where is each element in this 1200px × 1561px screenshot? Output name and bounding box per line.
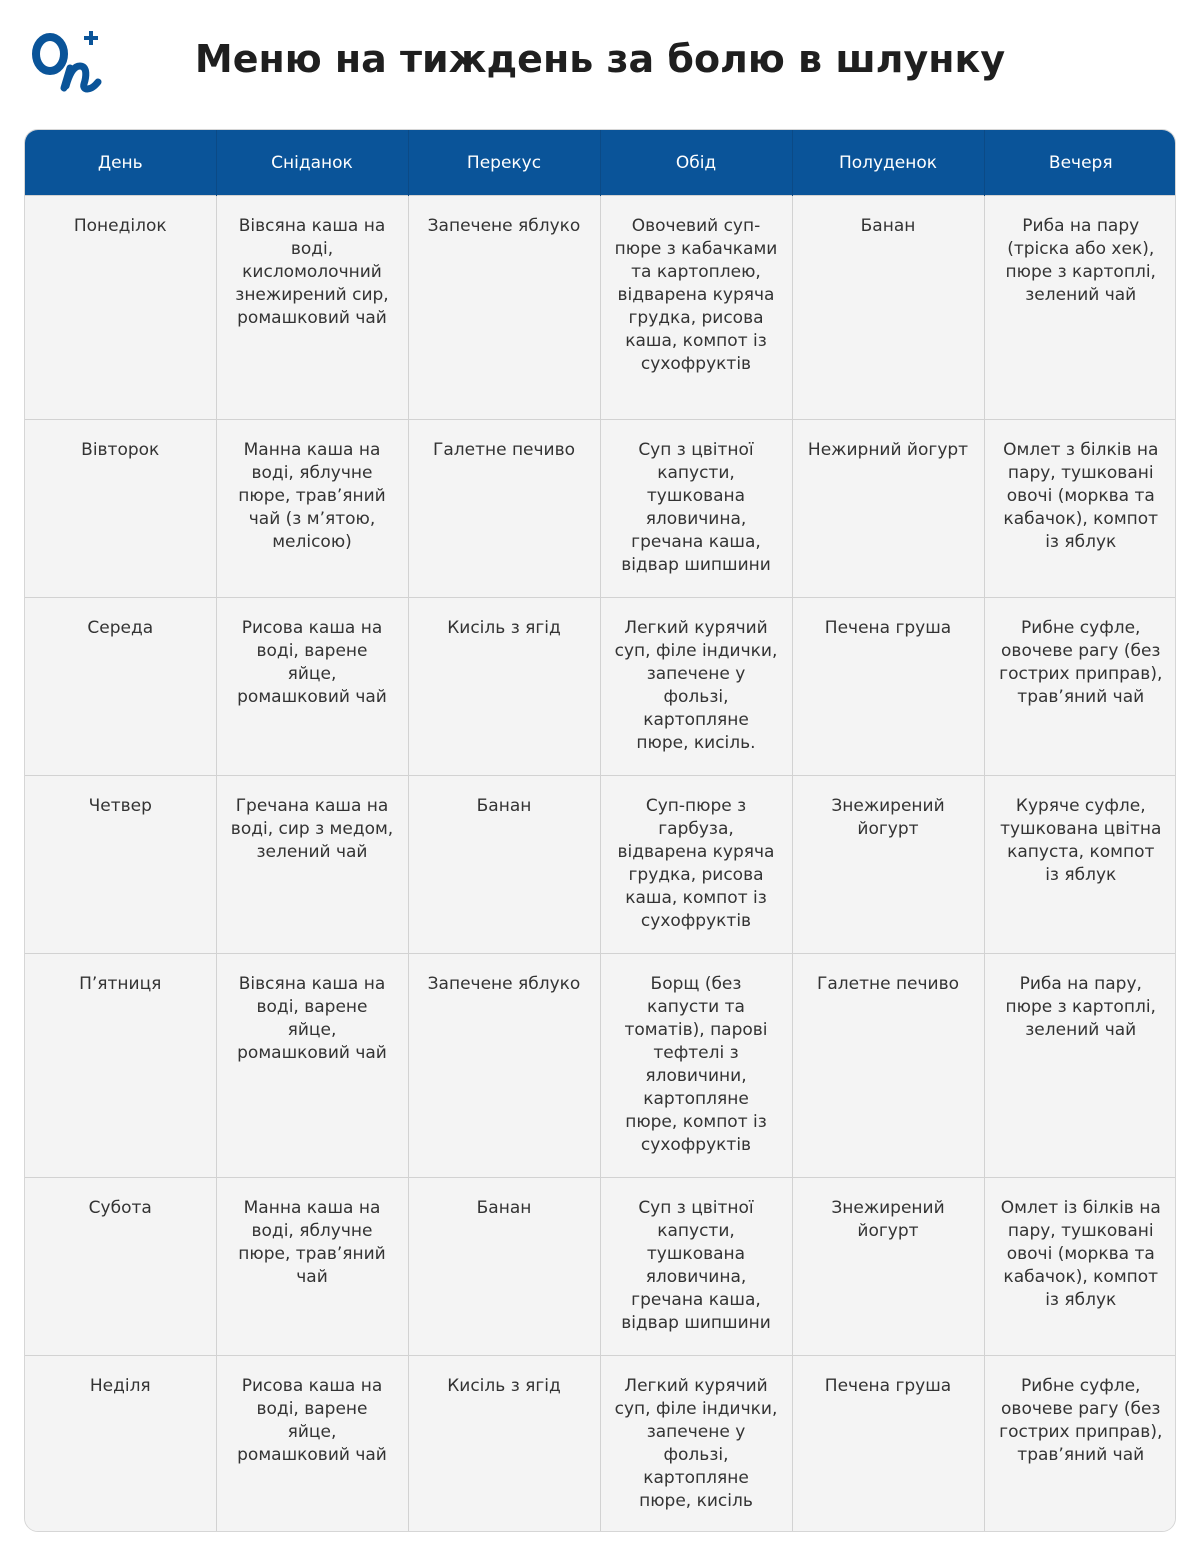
cell-day: Четвер bbox=[25, 776, 216, 954]
header-snack: Перекус bbox=[408, 130, 600, 196]
cell-breakfast: Вівсяна каша на воді, кисломолочний знежирений сир, ромашковий чай bbox=[216, 196, 408, 420]
cell-lunch: Легкий курячий суп, філе індички, запечене у фользі, картопляне пюре, кисіль bbox=[600, 1356, 792, 1533]
cell-snack: Банан bbox=[408, 776, 600, 954]
cell-snack: Запечене яблуко bbox=[408, 196, 600, 420]
cell-breakfast: Рисова каша на воді, варене яйце, ромашковий чай bbox=[216, 1356, 408, 1533]
cell-day: П’ятниця bbox=[25, 954, 216, 1178]
menu-table-container bbox=[24, 129, 1176, 1532]
cell-lunch: Суп-пюре з гарбуза, відварена куряча грудка, рисова каша, компот із сухофруктів bbox=[600, 776, 792, 954]
cell-breakfast: Гречана каша на воді, сир з медом, зелений чай bbox=[216, 776, 408, 954]
table-row bbox=[25, 954, 1176, 1178]
cell-breakfast: Манна каша на воді, яблучне пюре, трав’яний чай (з м’ятою, мелісою) bbox=[216, 420, 408, 598]
cell-dinner: Омлет із білків на пару, тушковані овочі (морква та кабачок), компот із яблук bbox=[984, 1178, 1176, 1356]
cell-afternoon-snack: Галетне печиво bbox=[792, 954, 984, 1178]
cell-snack: Галетне печиво bbox=[408, 420, 600, 598]
cell-day: Середа bbox=[25, 598, 216, 776]
cell-dinner: Рибне суфле, овочеве рагу (без гострих приправ), трав’яний чай bbox=[984, 598, 1176, 776]
cell-day: Понеділок bbox=[25, 196, 216, 420]
page-title: Меню на тиждень за болю в шлунку bbox=[194, 37, 1006, 81]
cell-lunch: Суп з цвітної капусти, тушкована яловичина, гречана каша, відвар шипшини bbox=[600, 1178, 792, 1356]
cell-lunch: Борщ (без капусти та томатів), парові тефтелі з яловичини, картопляне пюре, компот із сухофруктів bbox=[600, 954, 792, 1178]
cell-lunch: Легкий курячий суп, філе індички, запечене у фользі, картопляне пюре, кисіль. bbox=[600, 598, 792, 776]
table-row bbox=[25, 1178, 1176, 1356]
table-row bbox=[25, 1356, 1176, 1533]
cell-day: Неділя bbox=[25, 1356, 216, 1533]
cell-breakfast: Вівсяна каша на воді, варене яйце, ромашковий чай bbox=[216, 954, 408, 1178]
cell-dinner: Омлет з білків на пару, тушковані овочі (морква та кабачок), компот із яблук bbox=[984, 420, 1176, 598]
header-breakfast: Сніданок bbox=[216, 130, 408, 196]
cell-snack: Банан bbox=[408, 1178, 600, 1356]
cell-afternoon-snack: Знежирений йогурт bbox=[792, 1178, 984, 1356]
table-header-row bbox=[25, 130, 1176, 196]
cell-snack: Кисіль з ягід bbox=[408, 598, 600, 776]
table-row bbox=[25, 196, 1176, 420]
cell-snack: Кисіль з ягід bbox=[408, 1356, 600, 1533]
table-row bbox=[25, 776, 1176, 954]
cell-breakfast: Рисова каша на воді, варене яйце, ромашковий чай bbox=[216, 598, 408, 776]
cell-dinner: Куряче суфле, тушкована цвітна капуста, компот із яблук bbox=[984, 776, 1176, 954]
cell-dinner: Рибне суфле, овочеве рагу (без гострих приправ), трав’яний чай bbox=[984, 1356, 1176, 1533]
header-afternoon-snack: Полуденок bbox=[792, 130, 984, 196]
table-row bbox=[25, 598, 1176, 776]
cell-snack: Запечене яблуко bbox=[408, 954, 600, 1178]
cell-lunch: Суп з цвітної капусти, тушкована яловичина, гречана каша, відвар шипшини bbox=[600, 420, 792, 598]
cell-afternoon-snack: Печена груша bbox=[792, 598, 984, 776]
table-row bbox=[25, 420, 1176, 598]
cell-breakfast: Манна каша на воді, яблучне пюре, трав’яний чай bbox=[216, 1178, 408, 1356]
cell-lunch: Овочевий суп-пюре з кабачками та картоплею, відварена куряча грудка, рисова каша, компот із сухофруктів bbox=[600, 196, 792, 420]
menu-table bbox=[25, 130, 1176, 1532]
header-dinner: Вечеря bbox=[984, 130, 1176, 196]
cell-afternoon-snack: Банан bbox=[792, 196, 984, 420]
header-day: День bbox=[25, 130, 216, 196]
cell-afternoon-snack: Знежирений йогурт bbox=[792, 776, 984, 954]
cell-day: Субота bbox=[25, 1178, 216, 1356]
cell-afternoon-snack: Печена груша bbox=[792, 1356, 984, 1533]
cell-afternoon-snack: Нежирний йогурт bbox=[792, 420, 984, 598]
cell-dinner: Риба на пару (тріска або хек), пюре з картоплі, зелений чай bbox=[984, 196, 1176, 420]
header-lunch: Обід bbox=[600, 130, 792, 196]
cell-dinner: Риба на пару, пюре з картоплі, зелений чай bbox=[984, 954, 1176, 1178]
cell-day: Вівторок bbox=[25, 420, 216, 598]
